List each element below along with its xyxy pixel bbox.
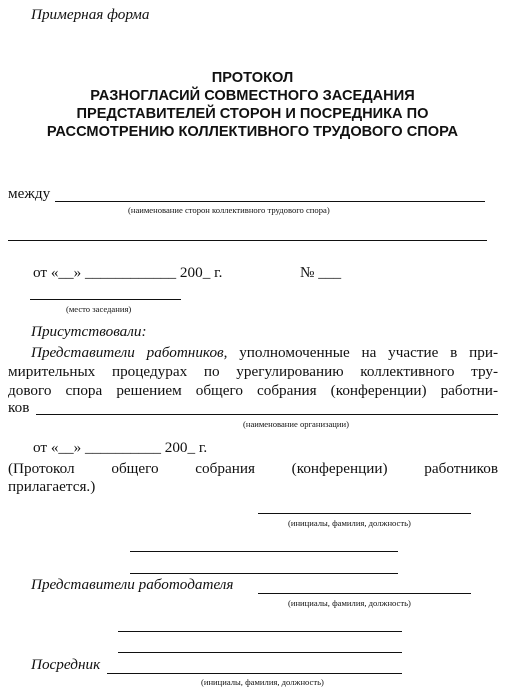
workers-line-4: ков (8, 399, 30, 416)
place-caption: (место заседания) (66, 304, 132, 314)
parties-caption: (наименование сторон коллективного трудового спора) (128, 205, 330, 215)
mediator-label: Посредник (31, 656, 101, 673)
protocol-note-line-1: (Протокол общего собрания (конференции) работников (8, 460, 498, 477)
employer-input-line-3[interactable] (118, 652, 402, 653)
mediator-input-line[interactable] (107, 673, 402, 674)
workers-signature-line-2[interactable] (130, 551, 398, 552)
workers-signature-line[interactable] (258, 513, 471, 514)
employer-caption: (инициалы, фамилия, должность) (288, 598, 411, 608)
protocol-note-line-2: прилагается.) (8, 478, 96, 495)
present-label: Присутствовали: (31, 323, 147, 340)
workers-line-1-text: , уполномоченные на участие в при- (223, 344, 499, 361)
organization-input-line[interactable] (36, 414, 498, 415)
workers-line-1 (31, 343, 498, 362)
employer-input-line[interactable] (258, 593, 471, 594)
organization-caption: (наименование организации) (243, 419, 349, 429)
title-line-4: РАССМОТРЕНИЮ КОЛЛЕКТИВНОГО ТРУДОВОГО СПОРА (46, 124, 459, 140)
parties-input-line[interactable] (55, 201, 485, 202)
employer-label: Представители работодателя (31, 576, 234, 593)
title-line-1: ПРОТОКОЛ (211, 70, 294, 86)
sample-form-label: Примерная форма (31, 6, 150, 23)
title-line-2: РАЗНОГЛАСИЙ СОВМЕСТНОГО ЗАСЕДАНИЯ (90, 88, 415, 104)
title-line-3: ПРЕДСТАВИТЕЛЕЙ СТОРОН И ПОСРЕДНИКА ПО (76, 106, 429, 122)
employer-input-line-2[interactable] (118, 631, 402, 632)
workers-label: Представители работников (31, 344, 224, 361)
protocol-number[interactable]: № ___ (300, 264, 342, 281)
session-date[interactable]: от «__» ____________ 200_ г. (33, 264, 223, 281)
place-input-line[interactable] (30, 299, 181, 300)
workers-line-3: дового спора решением общего собрания (конференции) работни- (8, 382, 498, 399)
workers-line-2: мирительных процедурах по урегулированию коллективного тру- (8, 363, 498, 380)
workers-signature-line-3[interactable] (130, 573, 398, 574)
between-label: между (8, 185, 51, 202)
workers-signature-caption: (инициалы, фамилия, должность) (288, 518, 411, 528)
meeting-date[interactable]: от «__» __________ 200_ г. (33, 439, 208, 456)
mediator-caption: (инициалы, фамилия, должность) (201, 677, 324, 687)
parties-input-line-2[interactable] (8, 240, 487, 241)
